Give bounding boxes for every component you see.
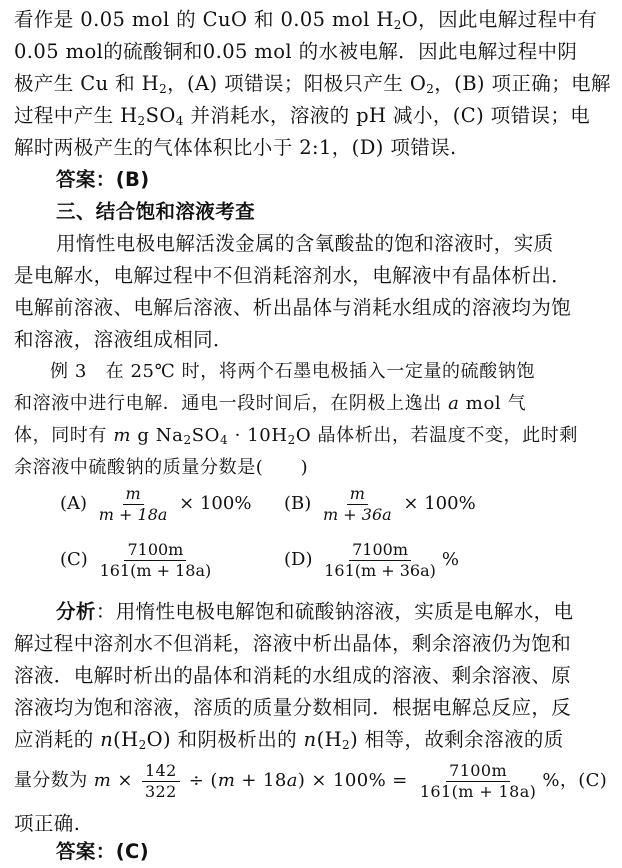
text: 是电解水，电解过程中不但消耗溶剂水，电解液中有晶体析出．	[14, 264, 572, 287]
text: 看作是 0.05 mol 的 CuO 和 0.05 mol H	[14, 8, 394, 31]
option-b	[284, 478, 476, 530]
section-heading	[56, 196, 622, 228]
text: (H	[316, 728, 343, 751]
text: 过程中产生 H	[14, 104, 138, 127]
variable: n	[100, 728, 114, 751]
text: 解时两极产生的气体体积比小于 2:1，(D) 项错误.	[14, 136, 457, 159]
numerator: 7100m	[124, 541, 186, 561]
variable: a	[286, 770, 298, 791]
numerator: 7100m	[446, 762, 510, 782]
text: 溶液均为饱和溶液，溶质的质量分数相同．根据电解总反应，反	[14, 696, 572, 719]
text: mol 气	[459, 393, 527, 414]
subscript: 2	[137, 114, 146, 128]
numerator: 142	[142, 762, 180, 782]
answer-line	[56, 836, 622, 868]
variable: n	[303, 728, 317, 751]
variable: m	[93, 770, 112, 791]
paragraph-line	[14, 132, 580, 164]
subscript: 2	[426, 82, 435, 96]
example-line	[14, 388, 580, 420]
subscript: 2	[159, 82, 168, 96]
text: 和溶液中进行电解．通电一段时间后，在阴极上逸出	[14, 393, 449, 414]
text: g Na	[131, 425, 184, 446]
text: O，因此电解过程中有	[401, 8, 598, 31]
text: 极产生 Cu 和 H	[14, 72, 160, 95]
subscript: 2	[138, 738, 147, 752]
analysis-label: 分析	[56, 600, 96, 623]
variable: m	[217, 770, 236, 791]
text: 项正确.	[14, 812, 81, 835]
text: 和溶液，溶液组成相同．	[14, 328, 233, 351]
analysis-line	[56, 596, 622, 628]
paragraph-line	[14, 324, 580, 356]
option-label: (D)	[284, 549, 313, 570]
subscript: 2	[287, 433, 296, 447]
text: 应消耗的	[14, 728, 101, 751]
fraction	[96, 485, 171, 524]
text: (H	[113, 728, 139, 751]
denominator: 161(m + 18a)	[419, 781, 537, 801]
text: 电解前溶液、电解后溶液、析出晶体与消耗水组成的溶液均为饱	[14, 296, 572, 319]
analysis-line	[14, 724, 580, 756]
text: 余溶液中硫酸钠的质量分数是( )	[14, 457, 309, 478]
text: SO	[145, 104, 176, 127]
example-line	[50, 356, 616, 388]
text: ，(B) 项正确；电解	[434, 72, 611, 95]
text: ÷ (	[182, 770, 218, 791]
numerator: m	[123, 485, 144, 505]
text: ：用惰性电极电解饱和硫酸钠溶液，实质是电解水，电	[95, 600, 574, 623]
answer-text: 答案：(B)	[56, 168, 150, 191]
text: SO	[191, 425, 220, 446]
paragraph-line	[14, 260, 580, 292]
fraction	[417, 762, 539, 801]
denominator: m + 36a	[323, 504, 392, 524]
text: ×	[111, 770, 139, 791]
text: ，(A) 项错误；阳极只产生 O	[167, 72, 427, 95]
paragraph-line	[56, 228, 622, 260]
text: ) × 100% =	[297, 770, 414, 791]
variable: m	[113, 425, 131, 446]
text: %，(C)	[542, 770, 608, 791]
option-a	[60, 478, 251, 530]
text: · 10H	[228, 425, 288, 446]
subscript: 4	[220, 433, 229, 447]
text: + 18	[235, 770, 287, 791]
fraction	[142, 762, 180, 801]
text: O) 和阴极析出的	[146, 728, 304, 751]
numerator: 7100m	[349, 541, 411, 561]
option-label: (B)	[284, 493, 312, 514]
text: 0.05 mol的硫酸铜和0.05 mol 的水被电解．因此电解过程中阴	[14, 40, 578, 63]
example-line	[14, 420, 580, 452]
numerator: m	[347, 485, 368, 505]
fraction	[321, 541, 439, 580]
variable: a	[448, 393, 460, 414]
denominator: 161(m + 18a)	[99, 560, 212, 580]
subscript: 2	[183, 433, 192, 447]
paragraph-line	[14, 36, 580, 68]
denominator: 322	[144, 781, 177, 801]
text: 溶液．电解时析出的晶体和消耗的水组成的溶液、剩余溶液、原	[14, 664, 572, 687]
text: 解过程中溶剂水不但消耗，溶液中析出晶体，剩余溶液仍为饱和	[14, 632, 572, 655]
paragraph-line	[14, 100, 591, 132]
subscript: 2	[393, 18, 402, 32]
analysis-line	[14, 628, 580, 660]
fraction	[320, 485, 395, 524]
answer-line	[56, 164, 622, 196]
answer-text: 答案：(C)	[56, 840, 150, 863]
heading-text: 三、结合饱和溶液考查	[56, 200, 256, 223]
denominator: 161(m + 36a)	[324, 560, 436, 580]
option-label: (C)	[60, 549, 88, 570]
option-c	[60, 534, 217, 586]
analysis-line	[14, 756, 608, 806]
fraction	[97, 541, 215, 580]
text: 并消耗水，溶液的 pH 减小，(C) 项错误；电	[183, 104, 591, 127]
option-d	[284, 534, 459, 586]
text: ) 相等，故剩余溶液的质	[350, 728, 564, 751]
paragraph-line	[14, 292, 580, 324]
text: 体，同时有	[14, 425, 114, 446]
text: × 100%	[179, 493, 252, 514]
text: O 晶体析出，若温度不变，此时剩	[295, 425, 578, 446]
paragraph-line	[14, 68, 611, 100]
subscript: 4	[175, 114, 184, 128]
text: × 100%	[403, 493, 476, 514]
option-label: (A)	[60, 493, 88, 514]
paragraph-line	[14, 4, 598, 36]
denominator: m + 18a	[98, 504, 168, 524]
analysis-line	[14, 660, 580, 692]
text: 用惰性电极电解活泼金属的含氧酸盐的饱和溶液时，实质	[56, 232, 554, 255]
analysis-line	[14, 692, 580, 724]
subscript: 2	[342, 738, 351, 752]
text: %	[441, 549, 459, 570]
text: 例 3 在 25℃ 时，将两个石墨电极插入一定量的硫酸钠饱	[50, 361, 536, 382]
text: 量分数为	[14, 770, 94, 791]
